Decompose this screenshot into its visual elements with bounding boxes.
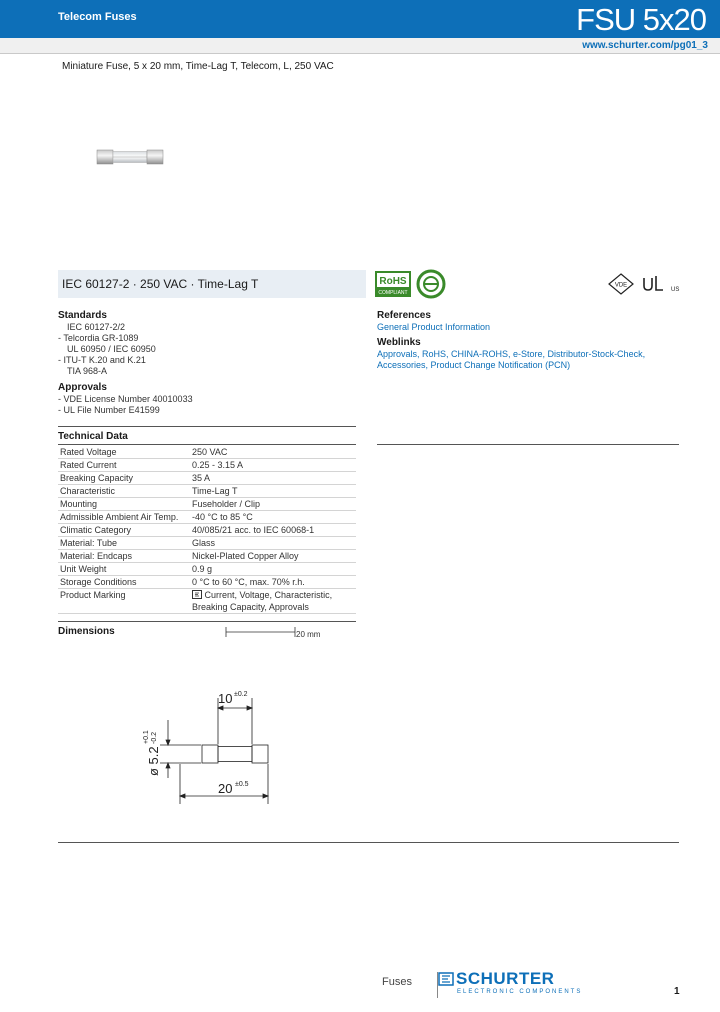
scale-bar — [222, 624, 332, 642]
length-20-label: 20 — [218, 781, 233, 796]
ul-recognized-icon — [641, 274, 681, 294]
divider — [58, 621, 356, 622]
spec-band — [58, 270, 366, 298]
weblinks-line[interactable]: Approvals, RoHS, CHINA-ROHS, e-Store, Distributor-Stock-Check, — [377, 349, 646, 359]
spec-summary: IEC 60127-2 · 250 VAC · Time-Lag T — [62, 277, 259, 291]
schurter-logo-icon — [438, 972, 454, 986]
rohs-icon — [375, 271, 411, 297]
brand-tagline: ELECTRONIC COMPONENTS — [457, 989, 583, 995]
table-row: Rated Current 0.25 - 3.15 A — [58, 459, 356, 472]
header-bar — [0, 0, 720, 38]
marking-line: Current, Voltage, Characteristic, — [204, 590, 333, 601]
vde-icon — [608, 273, 634, 295]
category-title: Telecom Fuses — [58, 11, 137, 23]
product-title: FSU 5x20 — [576, 2, 706, 37]
dimension-drawing — [140, 680, 290, 805]
page-number: 1 — [674, 986, 680, 997]
table-row: Storage Conditions 0 °C to 60 °C, max. 70% r.h. — [58, 576, 356, 589]
divider — [58, 444, 356, 445]
standards-line: - ITU-T K.20 and K.21 — [58, 355, 146, 365]
brand-logo: SCHURTER — [456, 969, 555, 988]
standards-line: IEC 60127-2/2 — [67, 322, 126, 332]
divider — [377, 444, 679, 445]
approvals-heading: Approvals — [58, 382, 107, 393]
length-10-tolerance: ±0.2 — [234, 691, 248, 698]
table-row: Product Marking Current, Voltage, Characteristic, Breaking Capacity, Approvals — [58, 589, 356, 614]
table-row: Material: Tube Glass — [58, 537, 356, 550]
length-10-label: 10 — [218, 691, 233, 706]
weblinks-line[interactable]: Accessories, Product Change Notification (PCN) — [377, 360, 571, 370]
approval-line: - UL File Number E41599 — [58, 405, 160, 415]
standards-line: TIA 968-A — [67, 366, 108, 376]
table-row: Admissible Ambient Air Temp. -40 °C to 85 °C — [58, 511, 356, 524]
diameter-tolerance-plus: +0.1 — [143, 730, 150, 744]
table-row: Characteristic Time-Lag T — [58, 485, 356, 498]
technical-data-table — [58, 446, 356, 614]
table-row: Climatic Category 40/085/21 acc. to IEC 60068-1 — [58, 524, 356, 537]
diameter-tolerance-minus: -0.2 — [151, 731, 158, 744]
divider — [58, 842, 679, 843]
scale-label: 20 mm — [296, 630, 321, 639]
standards-heading: Standards — [58, 310, 107, 321]
rohs-sublabel: COMPLIANT — [378, 290, 408, 296]
marking-line: Breaking Capacity, Approvals — [192, 602, 309, 613]
divider — [58, 426, 356, 427]
table-row: Material: Endcaps Nickel-Plated Copper Alloy — [58, 550, 356, 563]
standards-list — [58, 322, 156, 377]
ul-sublabel: US — [671, 287, 680, 293]
general-product-info-link[interactable]: General Product Information — [377, 322, 491, 332]
references-heading: References — [377, 310, 431, 321]
rohs-label: RoHS — [379, 276, 407, 287]
table-row: Rated Voltage 250 VAC — [58, 446, 356, 459]
diameter-label: ø 5.2 — [146, 746, 161, 776]
weblinks-heading: Weblinks — [377, 337, 421, 348]
standards-line: - Telcordia GR-1089 — [58, 333, 139, 343]
url-bar — [0, 38, 720, 54]
approval-line: - VDE License Number 40010033 — [58, 394, 193, 404]
length-20-tolerance: ±0.5 — [235, 781, 249, 788]
product-description: Miniature Fuse, 5 x 20 mm, Time-Lag T, Telecom, L, 250 VAC — [62, 61, 334, 72]
schurter-mark-icon — [192, 590, 202, 599]
technical-data-heading: Technical Data — [58, 431, 128, 442]
china-rohs-icon — [416, 269, 446, 299]
approvals-list — [58, 394, 193, 416]
fuse-photo — [95, 147, 167, 167]
table-row: Unit Weight 0.9 g — [58, 563, 356, 576]
dimensions-heading: Dimensions — [58, 626, 115, 637]
footer-section-label: Fuses — [382, 976, 412, 988]
product-url-link[interactable]: www.schurter.com/pg01_3 — [582, 40, 708, 51]
table-row: Breaking Capacity 35 A — [58, 472, 356, 485]
vde-label: VDE — [614, 282, 628, 289]
standards-line: UL 60950 / IEC 60950 — [67, 344, 156, 354]
table-row: Mounting Fuseholder / Clip — [58, 498, 356, 511]
weblinks-list — [377, 349, 645, 371]
